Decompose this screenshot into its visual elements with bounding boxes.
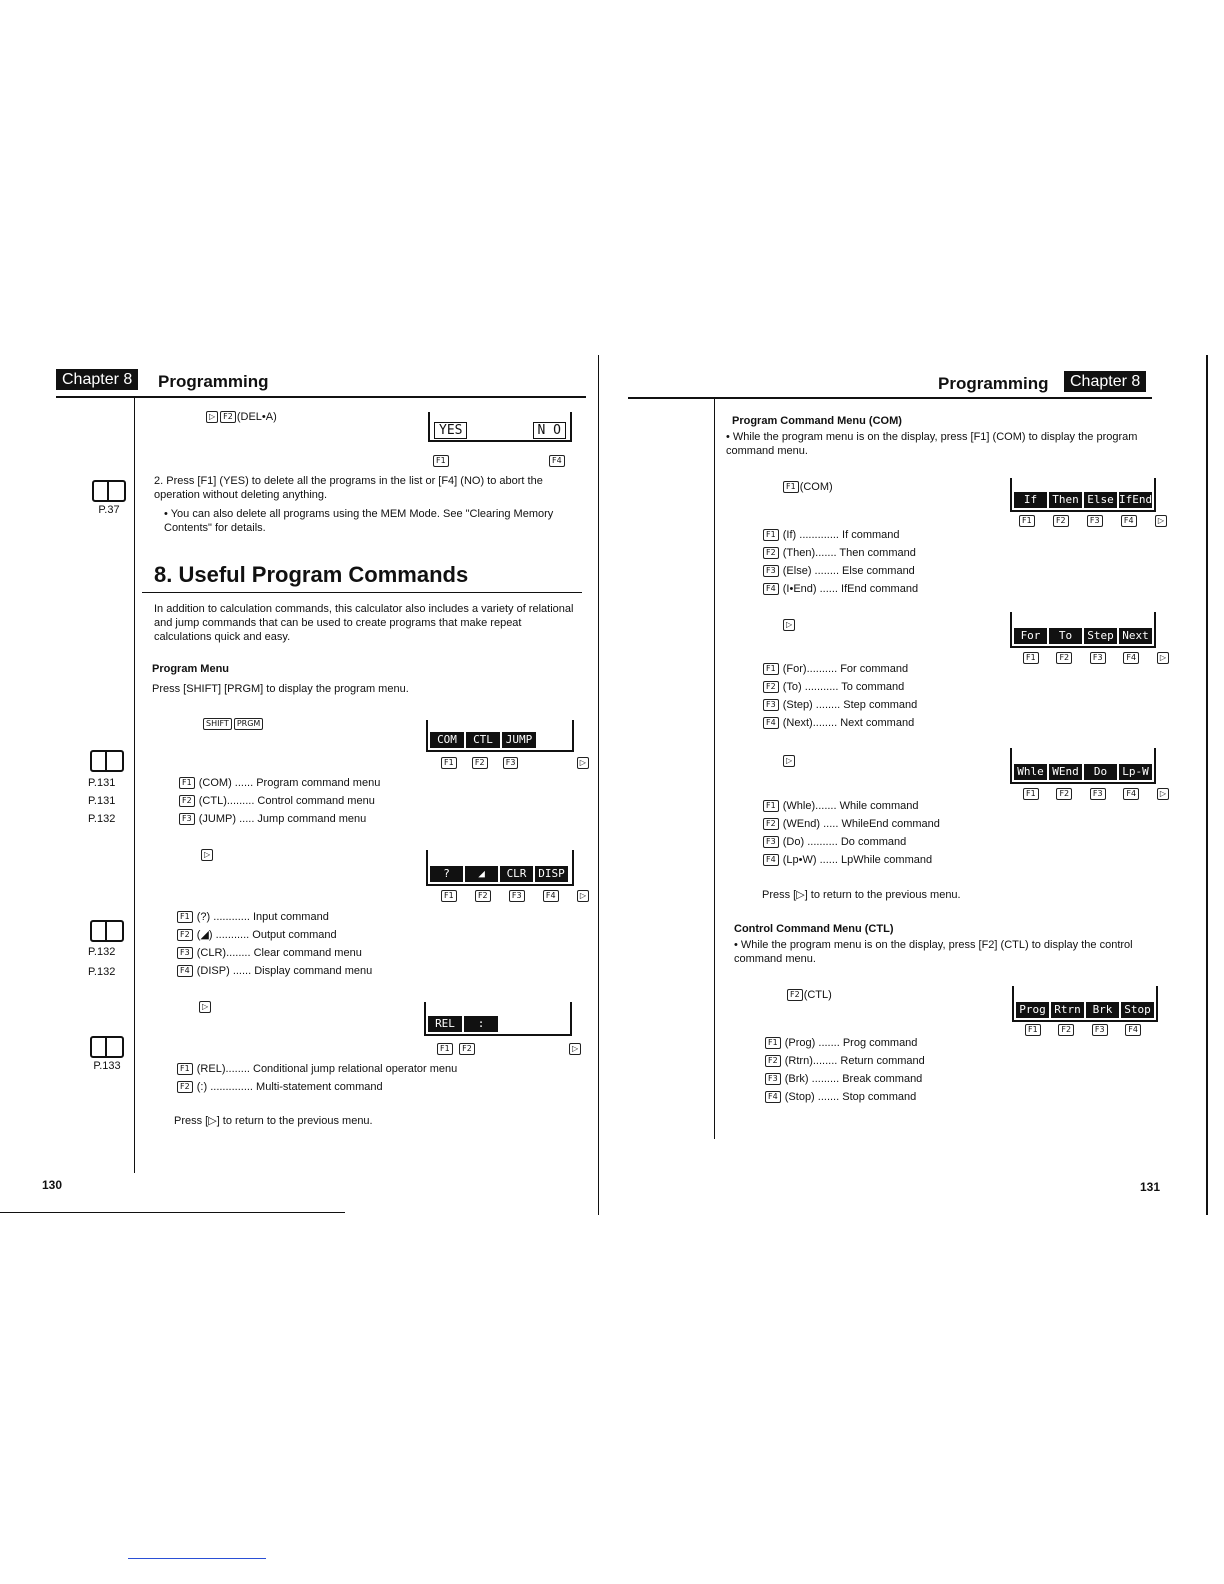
for-list	[762, 660, 917, 732]
ctl-item: F4 (Stop) ....... Stop command	[764, 1088, 925, 1106]
while-item: F3 (Do) .......... Do command	[762, 833, 940, 851]
for-item: F4 (Next)........ Next command	[762, 714, 917, 732]
menu1-softkeys	[430, 732, 536, 748]
ref-book-icon-2	[82, 920, 132, 944]
book-icon	[92, 480, 126, 502]
for-menu-screen: For To Step Next	[1010, 612, 1156, 648]
yes-softkey: YES	[434, 422, 467, 439]
left-chapter-badge: Chapter 8	[56, 371, 138, 389]
menu2-item: F4 (DISP) ...... Display command menu	[176, 962, 372, 980]
ref-book-icon-1	[82, 750, 132, 774]
com-key: F1 (COM)	[782, 480, 833, 494]
menu1-item: F2 (CTL)......... Control command menu	[178, 792, 380, 810]
ctl-key: F2 (CTL)	[786, 988, 832, 1002]
right-return-text: Press [▷] to return to the previous menu.	[762, 889, 961, 901]
menu2-refs: P.132 P.132	[88, 946, 116, 978]
book-icon	[90, 750, 124, 772]
left-margin-rule	[134, 398, 135, 1173]
ctl-list	[764, 1034, 925, 1106]
if-menu-screen: If Then Else IfEnd	[1010, 478, 1156, 512]
f4-key-label: F4	[548, 452, 566, 470]
right-margin-rule	[714, 399, 715, 1139]
left-header-rule	[56, 396, 586, 398]
gutter-line	[598, 355, 599, 1215]
if-item: F2 (Then)....... Then command	[762, 544, 918, 562]
ctl-heading: Control Command Menu (CTL)	[734, 923, 894, 935]
mem-mode-bullet: • You can also delete all programs using the MEM Mode. See "Clearing Memory Contents" for details.	[164, 508, 554, 534]
menu1-fkeys: F1 F2 F3 ▷	[440, 757, 590, 769]
menu2-fkeys: F1 F2 F3 F4 ▷	[440, 890, 590, 902]
while-item: F1 (Whle)....... While command	[762, 797, 940, 815]
intro-text: In addition to calculation commands, this calculator also includes a variety of relational and jump commands that can be used to create programs that make repeat calculations quick and easy.	[154, 603, 574, 643]
menu3-item: F1 (REL)........ Conditional jump relational operator menu	[176, 1060, 457, 1078]
menu1-refs: P.131 P.131 P.132	[88, 777, 116, 825]
if-list	[762, 526, 918, 598]
menu3-fkeys: F1 F2	[436, 1040, 476, 1058]
ctl-fkeys: F1 F2 F3 F4	[1024, 1024, 1142, 1036]
no-softkey: N O	[533, 422, 566, 439]
ctl-text: • While the program menu is on the display, press [F2] (CTL) to display the control command menu.	[734, 939, 1133, 965]
while-item: F2 (WEnd) ..... WhileEnd command	[762, 815, 940, 833]
for-item: F2 (To) ........... To command	[762, 678, 917, 696]
bottom-blue-line	[128, 1558, 266, 1559]
right-chapter-badge: Chapter 8	[1064, 373, 1146, 391]
menu1-item: F3 (JUMP) ..... Jump command menu	[178, 810, 380, 828]
next-arrow-key: ▷	[577, 757, 589, 769]
right-page-number: 131	[1140, 1180, 1161, 1194]
arrow-key-2: ▷	[200, 846, 214, 864]
arrow-key-r2: ▷	[782, 752, 796, 770]
menu2-softkeys: ? ◢ CLR DISP	[430, 866, 568, 882]
while-list	[762, 797, 940, 869]
left-page-number: 130	[42, 1178, 63, 1192]
menu3-list	[176, 1060, 457, 1096]
io-menu-screen	[426, 850, 574, 886]
ctl-item: F3 (Brk) ......... Break command	[764, 1070, 925, 1088]
ctl-menu-screen: Prog Rtrn Brk Stop	[1012, 986, 1158, 1022]
book-icon	[90, 1036, 124, 1058]
softkey-com: COM	[430, 732, 464, 748]
del-all-keys: ▷ F2 (DEL•A)	[205, 410, 277, 424]
while-menu-screen: Whle WEnd Do Lp-W	[1010, 748, 1156, 784]
f2-key: F2	[220, 411, 236, 423]
program-menu-heading: Program Menu	[152, 663, 230, 675]
if-item: F3 (Else) ........ Else command	[762, 562, 918, 580]
menu3-softkeys: REL :	[428, 1016, 498, 1032]
arrow-key: ▷	[206, 411, 218, 423]
arrow-key-3: ▷	[198, 998, 212, 1016]
right-page-title: Programming	[938, 374, 1049, 393]
right-header-rule	[628, 397, 1152, 399]
menu2-list	[176, 908, 372, 980]
ref-p133: P.133	[82, 1036, 132, 1072]
left-page-title: Programming	[158, 372, 269, 391]
softkey-ctl: CTL	[466, 732, 500, 748]
section-title: 8. Useful Program Commands	[154, 562, 469, 587]
section-rule	[142, 592, 582, 593]
book-icon	[90, 920, 124, 942]
menu2-item: F2 (◢) ........... Output command	[176, 926, 372, 944]
com-text: • While the program menu is on the display, press [F1] (COM) to display the program command menu.	[726, 431, 1138, 457]
menu1-item: F1 (COM) ...... Program command menu	[178, 774, 380, 792]
while-item: F4 (Lp•W) ...... LpWhile command	[762, 851, 940, 869]
for-item: F1 (For).......... For command	[762, 660, 917, 678]
menu2-item: F1 (?) ............ Input command	[176, 908, 372, 926]
step-2-text: 2. Press [F1] (YES) to delete all the programs in the list or [F4] (NO) to abort the operation without deleting anything.	[154, 475, 543, 501]
f1-key-label: F1	[432, 452, 450, 470]
arrow-key-r1: ▷	[782, 616, 796, 634]
for-fkeys: F1 F2 F3 F4 ▷	[1022, 652, 1170, 664]
if-item: F1 (If) ............. If command	[762, 526, 918, 544]
softkey-jump: JUMP	[502, 732, 536, 748]
if-fkeys: F1 F2 F3 F4 ▷	[1018, 515, 1168, 527]
program-menu-text: Press [SHIFT] [PRGM] to display the program menu.	[152, 683, 409, 695]
yes-no-screen	[428, 412, 572, 442]
while-fkeys: F1 F2 F3 F4 ▷	[1022, 788, 1170, 800]
if-item: F4 (I•End) ...... IfEnd command	[762, 580, 918, 598]
program-menu-screen	[426, 720, 574, 752]
menu1-list	[178, 774, 380, 828]
menu2-item: F3 (CLR)........ Clear command menu	[176, 944, 372, 962]
menu3-item: F2 (:) .............. Multi-statement command	[176, 1078, 457, 1096]
ctl-item: F1 (Prog) ....... Prog command	[764, 1034, 925, 1052]
shift-prgm-keys: SHIFT PRGM	[202, 715, 264, 733]
com-heading: Program Command Menu (COM)	[732, 415, 902, 427]
ctl-item: F2 (Rtrn)........ Return command	[764, 1052, 925, 1070]
for-item: F3 (Step) ........ Step command	[762, 696, 917, 714]
left-return-text: Press [▷] to return to the previous menu.	[174, 1115, 373, 1127]
ref-p37: P.37	[84, 480, 134, 516]
rel-menu-screen	[424, 1002, 572, 1036]
